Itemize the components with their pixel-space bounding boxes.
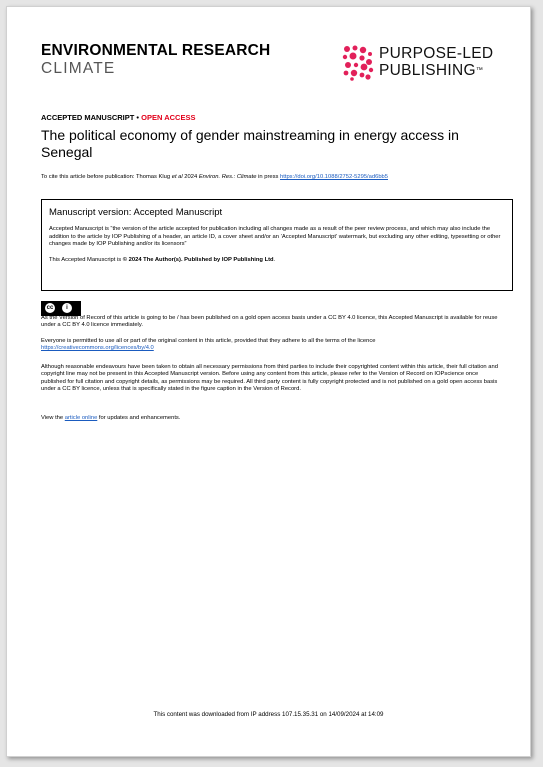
doi-link[interactable]: https://doi.org/10.1088/2752-5295/ad6bb5: [280, 174, 388, 180]
open-access-label: OPEN ACCESS: [141, 113, 196, 122]
publisher-name-line2: PUBLISHING™: [379, 62, 484, 79]
journal-name-line1: ENVIRONMENTAL RESEARCH: [41, 42, 271, 59]
manuscript-version-box: [41, 199, 513, 291]
license-paragraph: As the Version of Record of this article is going to be / has been published on a gold open access basis under a CC BY 4.0 licence, this Accepted Manuscript is available for reuse under a CC BY 4.0 licence immediately.: [41, 315, 498, 329]
journal-logo[interactable]: [41, 43, 270, 76]
status-line: [41, 113, 195, 122]
dot-cluster-icon: [341, 45, 375, 81]
article-title: The political economy of gender mainstreaming in energy access in Senegal: [41, 127, 459, 160]
attribution-icon: i: [62, 303, 72, 313]
status-separator: •: [134, 113, 142, 122]
document-page: [6, 6, 531, 757]
manuscript-version-heading: Manuscript version: Accepted Manuscript: [49, 207, 223, 218]
publisher-logo[interactable]: [341, 43, 511, 87]
citation-line: To cite this article before publication: Thomas Klug et al 2024 Environ. Res.: Climate in press https://doi.org/10.1088/2752-5295/ad6bb5: [41, 174, 388, 180]
publisher-name-line1: PURPOSE-LED: [379, 45, 494, 62]
trademark-symbol: ™: [475, 67, 484, 74]
license-link[interactable]: https://creativecommons.org/licences/by/4.0: [41, 345, 154, 352]
accepted-manuscript-label: ACCEPTED MANUSCRIPT: [41, 113, 135, 122]
journal-name-line2: CLIMATE: [41, 59, 116, 77]
download-footer: This content was downloaded from IP address 107.15.35.31 on 14/09/2024 at 14:09: [153, 711, 384, 718]
copyright-line: This Accepted Manuscript is © 2024 The Author(s). Published by IOP Publishing Ltd.: [49, 256, 276, 263]
manuscript-definition: Accepted Manuscript is “the version of the article accepted for publication including all changes made as a result of the peer review process, and which may also include the addition to the article by IOP Publishing of a header, an article ID, a cover sheet and/or an ‘Accepted Manuscript’ watermark, but excluding any other editing, typesetting or other changes made by IOP Publishing and/or its licensors”: [49, 226, 501, 247]
article-online-link[interactable]: article online: [64, 415, 98, 421]
view-online-paragraph: View the article online for updates and enhancements.: [41, 415, 181, 421]
permissions-paragraph: Although reasonable endeavours have been taken to obtain all necessary permissions from third parties to include their copyrighted content within this article, their full citation and copyright line may not be present in this Accepted Manuscript version. Before using any content from this article, please refer to the Version of Record on IOPscience once published for full citation and copyright details, as permissions may be required. All third party content is fully copyright protected and is not published on a gold open access basis under a CC BY licence, unless that is specifically stated in the figure caption in the Version of Record.: [41, 364, 498, 393]
publisher-name: [379, 45, 493, 79]
reuse-paragraph: Everyone is permitted to use all or part of the original content in this article, provided that they adhere to all the terms of the licence https://creativecommons.org/licences/by/4.0: [41, 338, 376, 352]
cc-by-license-icon[interactable]: [41, 301, 81, 316]
cc-icon: cc: [46, 305, 54, 311]
